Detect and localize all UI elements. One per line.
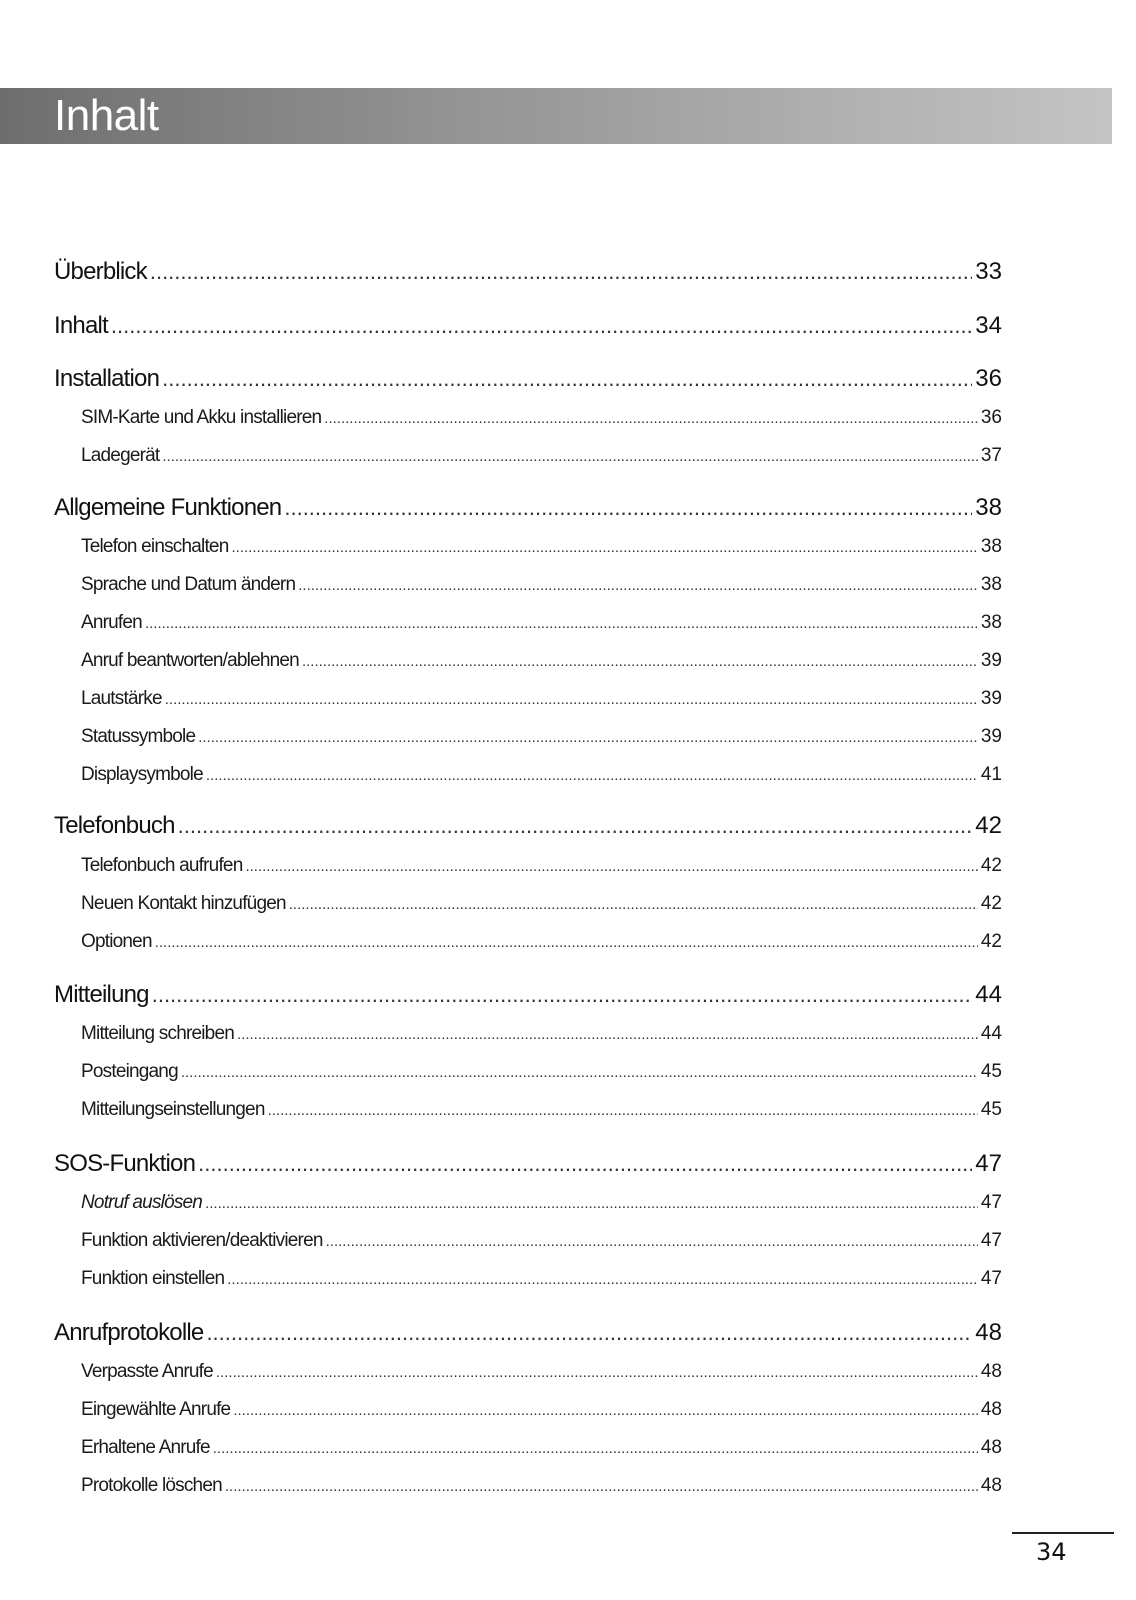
toc-leader-dots — [152, 982, 973, 1008]
toc-subentry[interactable] — [81, 1437, 1002, 1463]
toc-subentry-page: 47 — [980, 1268, 1002, 1289]
header-bar — [0, 88, 1112, 144]
toc-subentry-label: Notruf auslösen — [81, 1192, 203, 1213]
toc-subentry-label: Protokolle löschen — [81, 1475, 222, 1496]
footer-rule — [1012, 1532, 1114, 1534]
toc-leader-dots — [178, 813, 973, 839]
toc-leader-dots — [213, 1440, 978, 1457]
toc-entry-label: Installation — [54, 365, 160, 392]
toc-leader-dots — [162, 448, 977, 465]
toc-entry-label: Anrufprotokolle — [54, 1319, 204, 1346]
toc-subentry-page: 42 — [980, 855, 1002, 876]
toc-entry-page: 38 — [975, 494, 1002, 521]
toc-subentry[interactable] — [81, 574, 1002, 600]
toc-leader-dots — [233, 1402, 978, 1419]
toc-leader-dots — [302, 653, 978, 670]
toc-subentry[interactable] — [81, 1361, 1002, 1387]
toc-leader-dots — [231, 539, 977, 556]
toc-subentry[interactable] — [81, 612, 1002, 638]
toc-leader-dots — [205, 1195, 978, 1212]
toc-leader-dots — [181, 1064, 978, 1081]
toc-subentry-page: 41 — [980, 764, 1002, 785]
toc-subentry-page: 42 — [980, 931, 1002, 952]
toc-leader-dots — [145, 615, 978, 632]
toc-leader-dots — [326, 1233, 978, 1250]
toc-subentry-label: Lautstärke — [81, 688, 162, 709]
toc-subentry-page: 45 — [980, 1099, 1002, 1120]
toc-leader-dots — [165, 691, 978, 708]
toc-leader-dots — [150, 259, 972, 285]
toc-subentry[interactable] — [81, 931, 1002, 957]
toc-subentry-page: 39 — [980, 688, 1002, 709]
toc-subentry[interactable] — [81, 1099, 1002, 1125]
toc-subentry-label: Statussymbole — [81, 726, 196, 747]
toc-subentry-page: 36 — [980, 407, 1002, 428]
toc-entry[interactable] — [54, 812, 1002, 844]
toc-subentry[interactable] — [81, 893, 1002, 919]
toc-subentry-page: 47 — [980, 1230, 1002, 1251]
toc-subentry[interactable] — [81, 688, 1002, 714]
toc-subentry-page: 39 — [980, 726, 1002, 747]
toc-subentry-page: 38 — [980, 574, 1002, 595]
toc-subentry-label: Telefonbuch aufrufen — [81, 855, 243, 876]
toc-leader-dots — [237, 1026, 978, 1043]
toc-leader-dots — [289, 896, 978, 913]
toc-subentry[interactable] — [81, 650, 1002, 676]
toc-subentry-page: 47 — [980, 1192, 1002, 1213]
toc-leader-dots — [206, 1320, 972, 1346]
toc-subentry-page: 38 — [980, 536, 1002, 557]
toc-subentry-page: 42 — [980, 893, 1002, 914]
toc-leader-dots — [225, 1478, 978, 1495]
toc-leader-dots — [111, 313, 972, 339]
toc-entry-page: 33 — [975, 258, 1002, 285]
toc-leader-dots — [198, 729, 978, 746]
toc-subentry-label: SIM-Karte und Akku installieren — [81, 407, 322, 428]
toc-subentry[interactable] — [81, 1230, 1002, 1256]
toc-subentry-page: 37 — [980, 445, 1002, 466]
toc-subentry-label: Eingewählte Anrufe — [81, 1399, 231, 1420]
toc-subentry-label: Anruf beantworten/ablehnen — [81, 650, 299, 671]
toc-subentry[interactable] — [81, 1268, 1002, 1294]
toc-entry-label: SOS-Funktion — [54, 1150, 196, 1177]
toc-subentry-label: Mitteilung schreiben — [81, 1023, 234, 1044]
toc-entry-label: Überblick — [54, 258, 147, 285]
toc-subentry-label: Anrufen — [81, 612, 142, 633]
toc-leader-dots — [284, 495, 972, 521]
toc-leader-dots — [298, 577, 978, 594]
toc-leader-dots — [162, 366, 972, 392]
toc-subentry[interactable] — [81, 1192, 1002, 1218]
toc-entry[interactable] — [54, 258, 1002, 290]
toc-subentry-page: 39 — [980, 650, 1002, 671]
page-title: Inhalt — [54, 91, 159, 140]
toc-subentry-label: Neuen Kontakt hinzufügen — [81, 893, 286, 914]
toc-subentry-page: 44 — [980, 1023, 1002, 1044]
toc-entry-page: 47 — [975, 1150, 1002, 1177]
toc-subentry-label: Funktion einstellen — [81, 1268, 225, 1289]
toc-leader-dots — [206, 767, 978, 784]
toc-subentry-page: 48 — [980, 1475, 1002, 1496]
toc-leader-dots — [198, 1151, 972, 1177]
toc-subentry[interactable] — [81, 1023, 1002, 1049]
toc-subentry[interactable] — [81, 1399, 1002, 1425]
toc-subentry-page: 45 — [980, 1061, 1002, 1082]
toc-entry-label: Inhalt — [54, 312, 108, 339]
toc-entry-page: 44 — [975, 981, 1002, 1008]
toc-entry-label: Telefonbuch — [54, 812, 175, 839]
toc-entry[interactable] — [54, 312, 1002, 344]
toc-subentry-page: 48 — [980, 1437, 1002, 1458]
toc-leader-dots — [227, 1271, 978, 1288]
toc-subentry-label: Sprache und Datum ändern — [81, 574, 296, 595]
toc-subentry[interactable] — [81, 764, 1002, 790]
toc-subentry-page: 48 — [980, 1399, 1002, 1420]
toc-subentry-label: Ladegerät — [81, 445, 160, 466]
toc-subentry-page: 38 — [980, 612, 1002, 633]
toc-subentry-label: Telefon einschalten — [81, 536, 229, 557]
toc-subentry-label: Mitteilungseinstellungen — [81, 1099, 265, 1120]
toc-entry[interactable] — [54, 981, 1002, 1013]
toc-entry-label: Mitteilung — [54, 981, 149, 1008]
toc-subentry[interactable] — [81, 407, 1002, 433]
toc-subentry-label: Verpasste Anrufe — [81, 1361, 213, 1382]
toc-subentry[interactable] — [81, 855, 1002, 881]
toc-entry[interactable] — [54, 1319, 1002, 1351]
toc-subentry-label: Posteingang — [81, 1061, 178, 1082]
toc-leader-dots — [268, 1102, 978, 1119]
toc-entry-page: 42 — [975, 812, 1002, 839]
toc-subentry[interactable] — [81, 1475, 1002, 1501]
toc-subentry-page: 48 — [980, 1361, 1002, 1382]
toc-subentry[interactable] — [81, 445, 1002, 471]
toc-subentry-label: Displaysymbole — [81, 764, 203, 785]
toc-subentry[interactable] — [81, 726, 1002, 752]
toc-subentry-label: Erhaltene Anrufe — [81, 1437, 210, 1458]
toc-entry-page: 34 — [975, 312, 1002, 339]
toc-subentry[interactable] — [81, 1061, 1002, 1087]
toc-leader-dots — [155, 934, 978, 951]
toc-entry[interactable] — [54, 494, 1002, 526]
toc-subentry-label: Optionen — [81, 931, 152, 952]
page-number: 34 — [1036, 1538, 1067, 1566]
toc-leader-dots — [245, 858, 977, 875]
toc-entry-page: 48 — [975, 1319, 1002, 1346]
toc-leader-dots — [216, 1364, 978, 1381]
toc-entry[interactable] — [54, 365, 1002, 397]
toc-entry-label: Allgemeine Funktionen — [54, 494, 282, 521]
toc-subentry[interactable] — [81, 536, 1002, 562]
toc-leader-dots — [324, 410, 978, 427]
toc-subentry-label: Funktion aktivieren/deaktivieren — [81, 1230, 323, 1251]
toc-entry[interactable] — [54, 1150, 1002, 1182]
toc-entry-page: 36 — [975, 365, 1002, 392]
